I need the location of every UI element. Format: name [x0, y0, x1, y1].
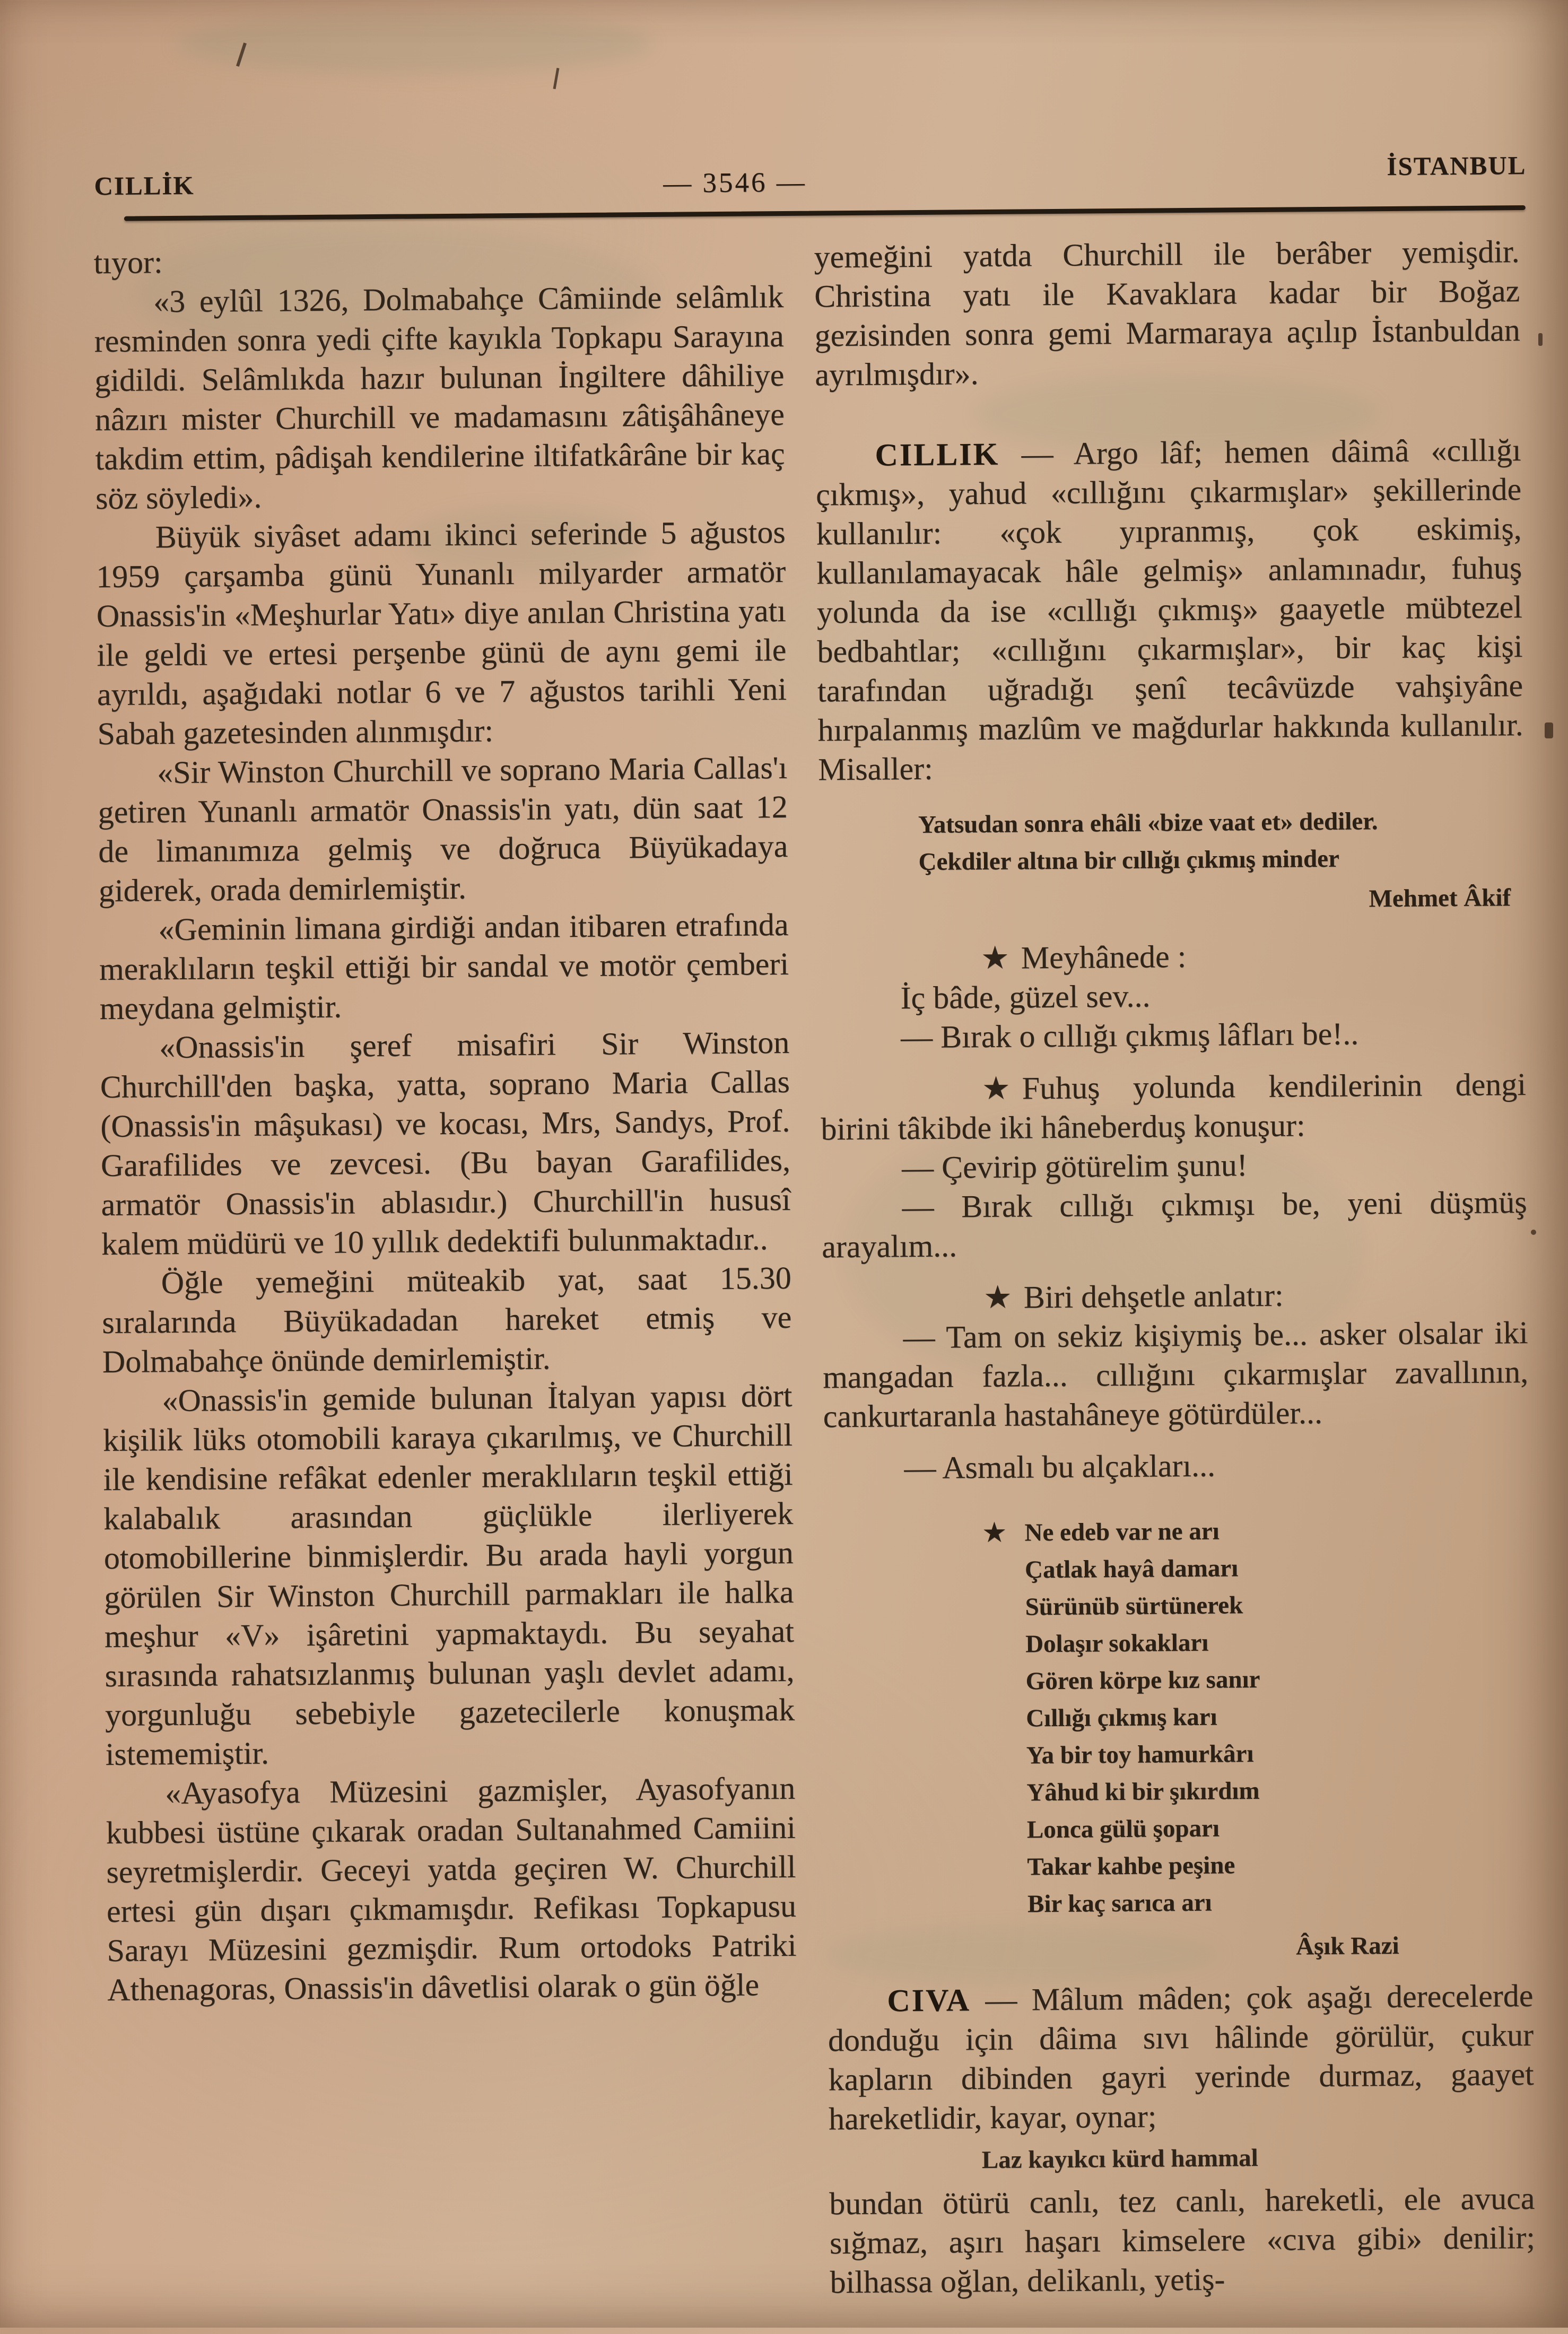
- poem-line: Yâhud ki bir şıkırdım: [1026, 1776, 1260, 1807]
- poem-line: Takar kahbe peşine: [1027, 1851, 1235, 1881]
- paragraph: «Sir Winston Churchill ve soprano Maria Callas'ı getiren Yunanlı armatör Onassis'in yatı, dün saat 12 de limanımıza gelmiş ve doğruca Büyükadaya giderek, orada demirlemiştir.: [98, 750, 788, 909]
- paragraph-continuation: yemeğini yatda Churchill ile berâber yemişdir. Christina yatı ile Kavaklara kadar bir Boğaz gezisinden sonra gemi Marmaraya açılıp İstanbuldan ayrılmışdır».: [814, 234, 1520, 393]
- poem-line: Çatlak hayâ damarı: [1024, 1554, 1239, 1584]
- entry-headword: CIVA: [887, 1982, 971, 2018]
- poem-attribution: Âşık Razi: [1295, 1931, 1399, 1961]
- paragraph: tıyor:: [93, 245, 163, 281]
- paragraph: «Onassis'in gemide bulunan İtalyan yapısı dört kişilik lüks otomobili karaya çıkarılmış, ve Churchill ile kendisine refâkat edenler meraklıların teşkil ettiği kalabalık arasından güçlükle ilerliyerek otomobillerine binmişlerdir. Bu arada hayli yorgun görülen Sir Winston Churchill parmakları ile halka meşhur «V» işâretini yapmaktaydı. Bu seyahat sırasında rahatsızlanmış bulunan yaşlı devlet adamı, yorgunluğu sebebiyle gazetecilerle konuşmak istememiştir.: [102, 1378, 795, 1772]
- entry-body: — Mâlum mâden; çok aşağı derecelerde donduğu için dâima sıvı hâlinde görülür, çukur kapların dibinden gayri yerinde durmaz, gaayet hareketlidir, kayar, oynar;: [827, 1978, 1534, 2137]
- example-line: — Asmalı bu alçakları...: [904, 1448, 1216, 1486]
- paragraph: Öğle yemeğini müteakib yat, saat 15.30 sıralarında Büyükadadan hareket etmiş ve Dolmabahçe önünde demirlemiştir.: [102, 1260, 792, 1380]
- ink-speck: [1545, 722, 1553, 738]
- verse-line: Yatsudan sonra ehâli «bize vaat et» dediler.: [918, 807, 1378, 839]
- right-column: [814, 232, 1536, 2302]
- paragraph: bundan ötürü canlı, tez canlı, hareketli, ele avuca sığmaz, aşırı haşarı kimselere «cıva gibi» denilir; bilhassa oğlan, delikanlı, yetiş-: [829, 2180, 1536, 2300]
- example-line: — Çevirip götürelim şunu!: [901, 1147, 1248, 1186]
- poem-line: Lonca gülü şoparı: [1026, 1814, 1220, 1844]
- verse-line: Çekdiler altına bir cıllığı çıkmış minder: [918, 844, 1340, 876]
- poem-line: ★ Ne edeb var ne arı: [983, 1510, 1530, 1552]
- verse-attribution: Mehmet Âkif: [1369, 884, 1511, 913]
- example-head: ★ Meyhânede :: [820, 934, 1526, 979]
- ink-speck: [1531, 1230, 1536, 1235]
- example-head: ★ Biri dehşetle anlatır:: [822, 1274, 1528, 1318]
- page-number: — 3546 —: [663, 167, 807, 199]
- poem-line: Ya bir toy hamurkârı: [1026, 1740, 1254, 1770]
- poem: [983, 1510, 1533, 1967]
- running-head-keyword: CILLİK: [94, 170, 195, 201]
- poem-line: Bir kaç sarıca arı: [1027, 1888, 1212, 1918]
- paragraph: «Onassis'in şeref misafiri Sir Winston Churchill'den başka, yatta, soprano Maria Callas (Onassis'in mâşukası) ve kocası, Mrs, Sandys, Prof. Garafilides ve zevcesi. (Bu bayan Garafilides, armatör Onassis'in ablasıdır.) Churchill'in hususî kalem müdürü ve 10 yıllık dedektifi bulunmaktadır..: [100, 1024, 791, 1262]
- ink-speck: [1538, 333, 1543, 346]
- entry-civa: [827, 1976, 1534, 2138]
- header-rule: [124, 205, 1526, 221]
- poem-line: Dolaşır sokakları: [1025, 1628, 1209, 1658]
- citation-line: Laz kayıkcı kürd hammal: [981, 2144, 1258, 2174]
- left-column: [93, 238, 797, 2009]
- paragraph: «Geminin limana girdiği andan itibaren etrafında meraklıların teşkil ettiği bir sandal ve motör çemberi meydana gelmiştir.: [99, 907, 789, 1026]
- star-icon: ★: [983, 1519, 1006, 1547]
- entry-headword: CILLIK: [875, 436, 1000, 473]
- star-icon: ★: [983, 1279, 1013, 1316]
- star-icon: ★: [980, 940, 1010, 976]
- entry-cillik: [815, 430, 1523, 789]
- poem-line: Sürünüb sürtünerek: [1025, 1591, 1243, 1621]
- entry-body: — Argo lâf; hemen dâimâ «cıllığı çıkmış», yahud «cıllığını çıkarmışlar» şekillerinde kullanılır: «çok yıpranmış, çok eskimiş, kullanılamayacak hâle gelmiş» anlamınadır, fuhuş yolunda da ise «cıllığı çıkmış» gaayetle mübtezel bedbahtlar; «cıllığını çıkarmışlar», bir kaç kişi tarafından uğradığı şenî tecâvüzde vahşiyâne hırpalanmış mazlûm ve mağdurlar hakkında kullanılır. Misaller:: [815, 432, 1523, 787]
- paragraph: «Ayasofya Müzesini gazmişler, Ayasofyanın kubbesi üstüne çıkarak oradan Sultanahmed Camiini seyretmişlerdir. Geceyi yatda geçiren W. Churchill ertesi gün dışarı çıkmamışdır. Refikası Topkapusu Sarayı Müzesini gezmişdir. Rum ortodoks Patriki Athenagoras, Onassis'in dâvetlisi olarak o gün öğle: [106, 1770, 797, 2008]
- poem-line: Gören körpe kız sanır: [1025, 1665, 1260, 1695]
- poem-line: Cıllığı çıkmış karı: [1026, 1703, 1217, 1732]
- star-icon: ★: [981, 1070, 1011, 1107]
- verse-quote: [918, 802, 1525, 921]
- example-line: İç bâde, güzel sev...: [900, 978, 1151, 1016]
- example-line: — Bırak o cıllığı çıkmış lâfları be!..: [900, 1016, 1359, 1055]
- paragraph: Büyük siyâset adamı ikinci seferinde 5 ağustos 1959 çarşamba günü Yunanlı milyarder armatör Onassis'in «Meşhurlar Yatı» diye anılan Christina yatı ile geldi ve ertesi perşenbe günü de aynı gemi ile ayrıldı, aşağıdaki notlar 6 ve 7 ağustos tarihli Yeni Sabah gazetesinden alınmışdır:: [96, 514, 787, 752]
- example-line: — Tam on sekiz kişiymiş be... asker olsalar iki mangadan fazla... cıllığını çıkarmışlar zavallının, cankurtaranla hastahâneye götürdüler...: [822, 1314, 1529, 1434]
- paragraph: «3 eylûl 1326, Dolmabahçe Câmiinde selâmlık resminden sonra yedi çifte kayıkla Topkapu Sarayına gidildi. Selâmlıkda hazır bulunan İngiltere dâhiliye nâzırı mister Churchill ve madamasını zâtişâhâneye takdim ettim, pâdişah kendilerine iltifatkârâne bir kaç söz söyledi».: [94, 278, 785, 516]
- example-head: ★ Fuhuş yolunda kendilerinin dengi birini tâkibde iki hâneberduş konuşur:: [821, 1067, 1527, 1147]
- example-line: — Bırak cıllığı çıkmışı be, yeni düşmüş arayalım...: [821, 1185, 1527, 1265]
- running-head-title: İSTANBUL: [1387, 150, 1527, 181]
